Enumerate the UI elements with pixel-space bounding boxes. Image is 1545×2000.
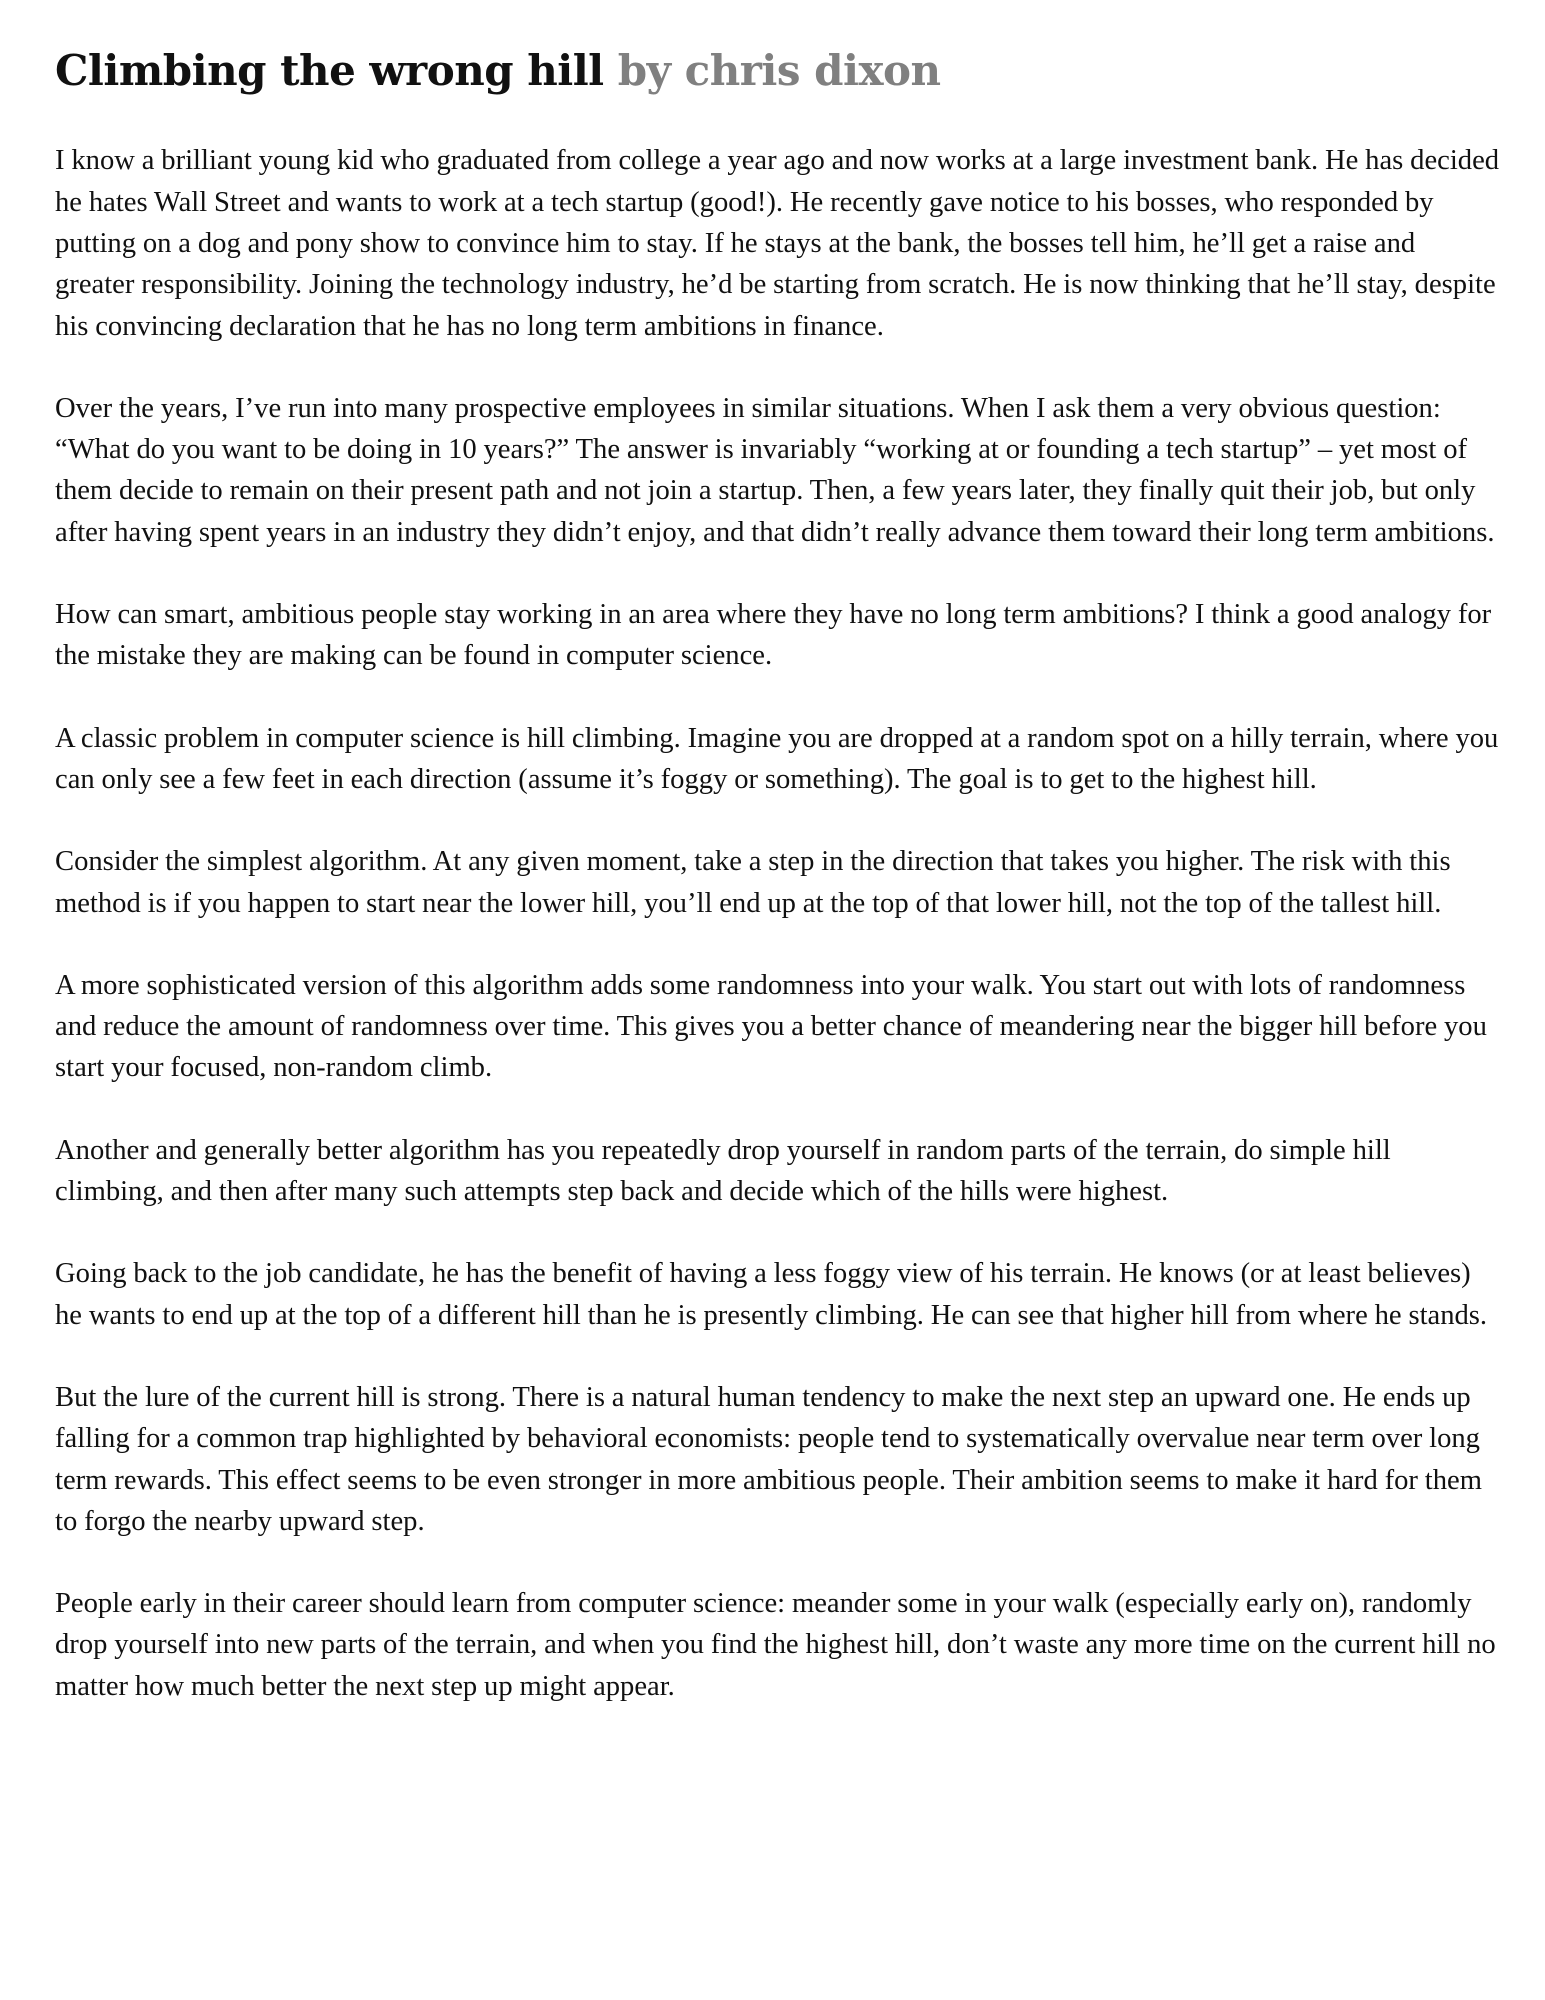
paragraph: How can smart, ambitious people stay working in an area where they have no long term ambitions? I think a good analogy for the mistake they are making can be found in computer science. (55, 599, 1492, 672)
paragraph: Going back to the job candidate, he has the benefit of having a less foggy view of his terrain. He knows (or at least believes) he wants to end up at the top of a different hill than he is presently climbing. He can see that higher hill from where he stands. (55, 1258, 1488, 1331)
article-body (55, 140, 1500, 1707)
paragraph: Consider the simplest algorithm. At any given moment, take a step in the direction that takes you higher. The risk with this method is if you happen to start near the lower hill, you’ll end up at the top of that lower hill, not the top of the tallest hill. (55, 846, 1451, 919)
paragraph: A more sophisticated version of this algorithm adds some randomness into your walk. You start out with lots of randomness and reduce the amount of randomness over time. This gives you a better chance of meandering near the bigger hill before you start your focused, non-random climb. (55, 969, 1487, 1084)
article-title-heading (55, 46, 1500, 96)
paragraph: But the lure of the current hill is strong. There is a natural human tendency to make the next step an upward one. He ends up falling for a common trap highlighted by behavioral economists: people tend to systematically overvalue near term over long term rewards. This effect seems to be even stronger in more ambitious people. Their ambition seems to make it hard for them to forgo the nearby upward step. (55, 1381, 1482, 1537)
paragraph: Another and generally better algorithm has you repeatedly drop yourself in random parts of the terrain, do simple hill climbing, and then after many such attempts step back and decide which of the hills were highest. (55, 1134, 1391, 1208)
paragraph: Over the years, I’ve run into many prospective employees in similar situations. When I ask them a very obvious question: “What do you want to be doing in 10 years?” The answer is invariably “working at or founding a tech startup” – yet most of them decide to remain on their present path and not join a startup. Then, a few years later, they finally quit their job, but only after having spent years in an industry they didn’t enjoy, and that didn’t really advance them toward their long term ambitions. (55, 392, 1495, 548)
paragraph: I know a brilliant young kid who graduated from college a year ago and now works at a large investment bank. He has decided he hates Wall Street and wants to work at a tech startup (good!). He recently gave notice to his bosses, who responded by putting on a dog and pony show to convince him to stay. If he stays at the bank, the bosses tell him, he’ll get a raise and greater responsibility. Joining the technology industry, he’d be starting from scratch. He is now thinking that he’ll stay, despite his convincing declaration that he has no long term ambitions in finance. (55, 145, 1500, 342)
paragraph: A classic problem in computer science is hill climbing. Imagine you are dropped at a random spot on a hilly terrain, where you can only see a few feet in each direction (assume it’s foggy or something). The goal is to get to the highest hill. (55, 722, 1499, 795)
article (55, 46, 1500, 1707)
article-title: Climbing the wrong hill (55, 46, 604, 95)
article-byline: by chris dixon (617, 46, 941, 95)
paragraph: People early in their career should learn from computer science: meander some in your walk (especially early on), randomly drop yourself into new parts of the terrain, and when you find the highest hill, don’t waste any more time on the current hill no matter how much better the next step up might appear. (55, 1588, 1496, 1702)
